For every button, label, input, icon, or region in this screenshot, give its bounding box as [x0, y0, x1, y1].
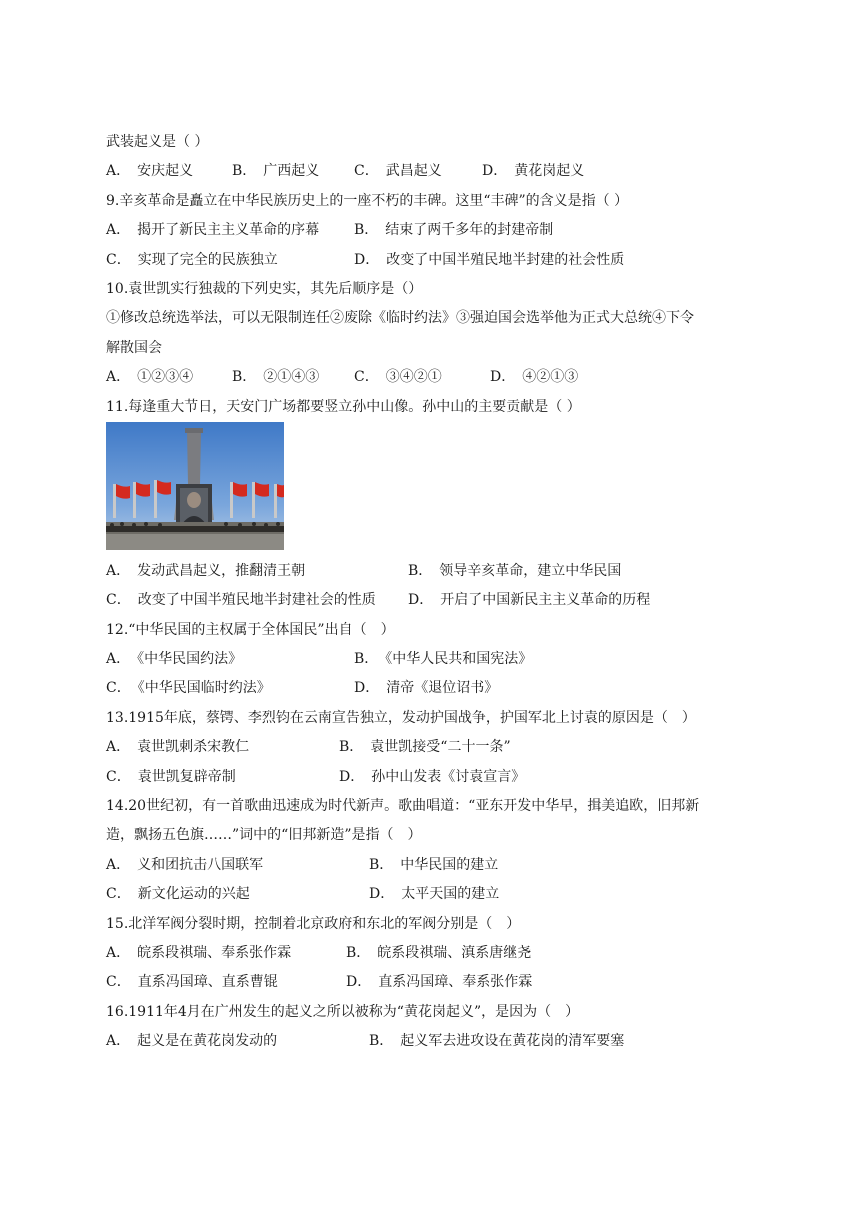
q11-option-d: D． 开启了中国新民主主义革命的历程 [408, 592, 651, 609]
q12-option-d: D． 清帝《退位诏书》 [354, 680, 499, 697]
q14-option-d: D． 太平天国的建立 [369, 886, 500, 903]
q11-option-b: B． 领导辛亥革命，建立中华民国 [408, 562, 622, 579]
q14-stem-line2: 造，飘扬五色旗……”词中的“旧邦新造”是指（ ） [106, 827, 422, 844]
q13-option-a: A． 袁世凯刺杀宋教仁 [106, 739, 250, 756]
exam-page [106, 128, 766, 1057]
q10-events-line1: ①修改总统选举法，可以无限制连任②废除《临时约法》③强迫国会选举他为正式大总统④下令 [106, 310, 694, 327]
q16-stem: 16.1911年4月在广州发生的起义之所以被称为“黄花岗起义”，是因为（ ） [106, 1003, 580, 1020]
q15-option-c: C． 直系冯国璋、直系曹锟 [106, 974, 278, 991]
q10-events-line2: 解散国会 [106, 339, 162, 356]
q15-option-b: B． 皖系段祺瑞、滇系唐继尧 [346, 944, 532, 961]
q9-stem: 9.辛亥革命是矗立在中华民族历史上的一座不朽的丰碑。这里“丰碑”的含义是指（ ） [106, 192, 629, 209]
q14-option-a: A． 义和团抗击八国联军 [106, 856, 264, 873]
q13-option-b: B． 袁世凯接受“二十一条” [339, 739, 511, 756]
q10-option-a: A． ①②③④ [106, 369, 194, 386]
q15-option-a: A． 皖系段祺瑞、奉系张作霖 [106, 944, 292, 961]
q9-option-b: B． 结束了两千多年的封建帝制 [354, 222, 554, 239]
q11-options-row1 [106, 557, 766, 586]
q16-option-a: A． 起义是在黄花岗发动的 [106, 1033, 278, 1050]
q11-options-row2 [106, 586, 766, 615]
q9-options-row1 [106, 216, 766, 245]
q16-option-b: B． 起义军去进攻设在黄花岗的清军要塞 [369, 1033, 625, 1050]
q14-stem-line1: 14.20世纪初，有一首歌曲迅速成为时代新声。歌曲唱道：“亚东开发中华早，揖美追欧，旧邦新 [106, 798, 700, 815]
q10-options [106, 363, 766, 392]
q8-options [106, 157, 766, 186]
q12-option-b: B． 《中华人民共和国宪法》 [354, 651, 533, 668]
q14-option-c: C． 新文化运动的兴起 [106, 886, 250, 903]
q13-options-row1 [106, 733, 766, 762]
q8-option-d: D． 黄花岗起义 [482, 163, 585, 180]
q16-options-row1 [106, 1027, 766, 1056]
q11-option-a: A． 发动武昌起义，推翻清王朝 [106, 562, 306, 579]
q15-stem: 15.北洋军阀分裂时期，控制着北京政府和东北的军阀分别是（ ） [106, 915, 521, 932]
q15-option-d: D． 直系冯国璋、奉系张作霖 [346, 974, 533, 991]
q12-option-a: A． 《中华民国约法》 [106, 651, 243, 668]
q13-options-row2 [106, 763, 766, 792]
q15-options-row2 [106, 968, 766, 997]
q10-stem: 10.袁世凯实行独裁的下列史实，其先后顺序是（） [106, 280, 423, 297]
q13-option-d: D． 孙中山发表《讨袁宣言》 [339, 768, 526, 785]
q9-option-c: C． 实现了完全的民族独立 [106, 251, 278, 268]
q9-option-a: A． 揭开了新民主主义革命的序幕 [106, 222, 320, 239]
q11-option-c: C． 改变了中国半殖民地半封建社会的性质 [106, 592, 376, 609]
q13-stem: 13.1915年底，蔡锷、李烈钧在云南宣告独立，发动护国战争，护国军北上讨袁的原因是（ ） [106, 709, 696, 726]
q10-option-c: C． ③④②① [354, 369, 442, 386]
q12-options-row2 [106, 674, 766, 703]
q12-stem: 12.“中华民国的主权属于全体国民”出自（ ） [106, 621, 395, 638]
q10-option-d: D． ④②①③ [490, 369, 579, 386]
q12-option-c: C． 《中华民国临时约法》 [106, 680, 271, 697]
q9-options-row2 [106, 246, 766, 275]
q9-option-d: D． 改变了中国半殖民地半封建的社会性质 [354, 251, 625, 268]
q14-option-b: B． 中华民国的建立 [369, 856, 499, 873]
q13-option-c: C． 袁世凯复辟帝制 [106, 768, 236, 785]
q8-option-a: A． 安庆起义 [106, 163, 194, 180]
q8-option-b: B． 广西起义 [232, 163, 320, 180]
q11-stem: 11.每逢重大节日，天安门广场都要竖立孙中山像。孙中山的主要贡献是（ ） [106, 398, 581, 415]
q10-option-b: B． ②①④③ [232, 369, 320, 386]
q15-options-row1 [106, 939, 766, 968]
q14-options-row2 [106, 880, 766, 909]
q12-options-row1 [106, 645, 766, 674]
q8-stem-continuation: 武装起义是（ ） [106, 134, 209, 150]
tiananmen-sun-yat-sen-portrait-photo [106, 422, 284, 550]
q14-options-row1 [106, 851, 766, 880]
q8-option-c: C． 武昌起义 [354, 163, 442, 180]
